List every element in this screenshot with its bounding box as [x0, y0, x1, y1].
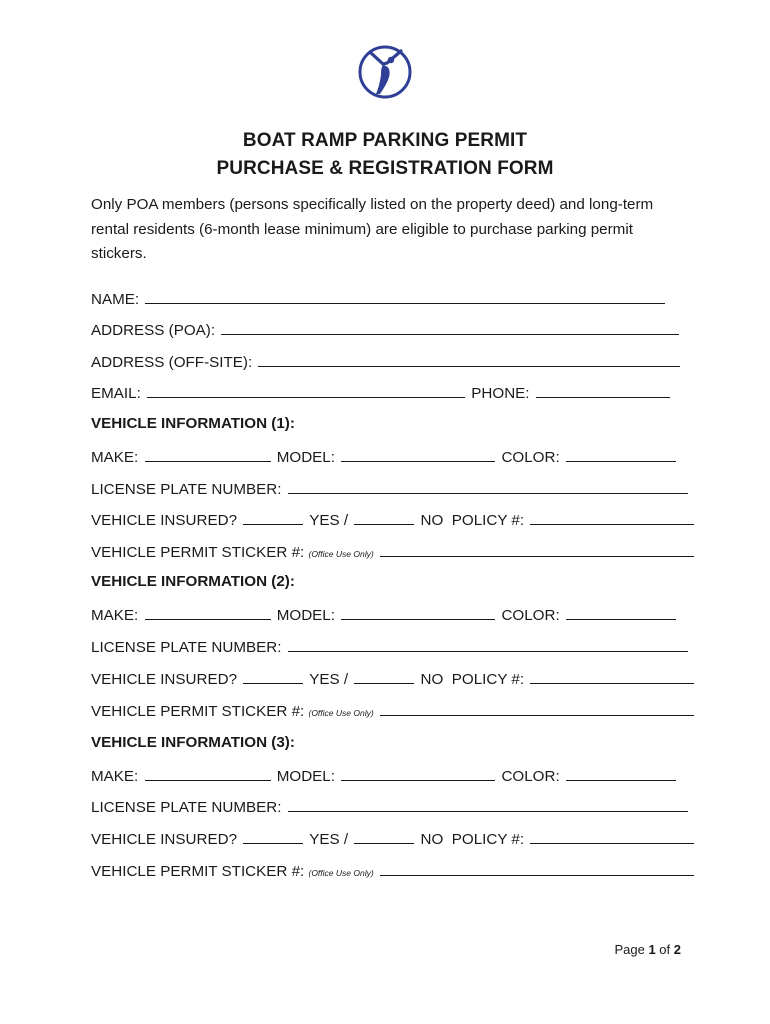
vehicle-2-color-field[interactable]: [566, 605, 676, 620]
name-label: NAME:: [91, 291, 140, 308]
model-label: MODEL:: [276, 607, 335, 624]
policy-label: POLICY #:: [451, 671, 525, 688]
vehicle-3-policy-field[interactable]: [530, 829, 694, 844]
vehicle-3-make-row: [91, 766, 678, 785]
vehicle-3-make-field[interactable]: [145, 766, 271, 781]
vehicle-1-license-field[interactable]: [288, 479, 688, 494]
no-label: NO: [420, 671, 444, 688]
no-label: NO: [420, 831, 444, 848]
vehicle-2-insured-row: [91, 669, 696, 688]
vehicle-2-make-row: [91, 605, 678, 624]
vehicle-1-yes-field[interactable]: [243, 510, 303, 525]
address-offsite-field[interactable]: [258, 352, 680, 367]
phone-field[interactable]: [536, 383, 670, 398]
color-label: COLOR:: [501, 607, 560, 624]
vehicle-3-model-field[interactable]: [341, 766, 495, 781]
license-label: LICENSE PLATE NUMBER:: [91, 481, 282, 498]
sticker-label: VEHICLE PERMIT STICKER #:: [91, 703, 305, 720]
policy-label: POLICY #:: [451, 831, 525, 848]
vehicle-1-sticker-row: [91, 542, 696, 561]
name-field[interactable]: [145, 289, 665, 304]
vehicle-2-yes-field[interactable]: [243, 669, 303, 684]
policy-label: POLICY #:: [451, 512, 525, 529]
vehicle-2-license-field[interactable]: [288, 637, 688, 652]
model-label: MODEL:: [276, 449, 335, 466]
vehicle-1-sticker-field[interactable]: [380, 542, 694, 557]
color-label: COLOR:: [501, 449, 560, 466]
yes-label: YES /: [309, 671, 349, 688]
vehicle-2-sticker-field[interactable]: [380, 701, 694, 716]
address-poa-label: ADDRESS (POA):: [91, 322, 216, 339]
insured-label: VEHICLE INSURED?: [91, 671, 238, 688]
vehicle-2-sticker-row: [91, 701, 696, 720]
sticker-label: VEHICLE PERMIT STICKER #:: [91, 863, 305, 880]
form-subtitle: PURCHASE & REGISTRATION FORM: [216, 158, 554, 179]
make-label: MAKE:: [91, 607, 139, 624]
vehicle-1-no-field[interactable]: [354, 510, 414, 525]
vehicle-3-sticker-row: [91, 861, 696, 880]
license-label: LICENSE PLATE NUMBER:: [91, 639, 282, 656]
vehicle-2-policy-field[interactable]: [530, 669, 694, 684]
vehicle-3-heading: VEHICLE INFORMATION (3):: [91, 734, 295, 751]
vehicle-1-model-field[interactable]: [341, 447, 495, 462]
vehicle-2-no-field[interactable]: [354, 669, 414, 684]
eligibility-note: Only POA members (persons specifically listed on the property deed) and long-term rental residents (6-month lease minimum) are eligible to purchase parking permit stickers.: [91, 196, 654, 262]
vehicle-1-make-field[interactable]: [145, 447, 271, 462]
address-poa-field[interactable]: [221, 320, 679, 335]
vehicle-3-license-field[interactable]: [288, 797, 688, 812]
vehicle-3-sticker-field[interactable]: [380, 861, 694, 876]
address-poa-row: [91, 320, 681, 339]
yes-label: YES /: [309, 831, 349, 848]
make-label: MAKE:: [91, 768, 139, 785]
email-phone-row: [91, 383, 672, 402]
email-field[interactable]: [147, 383, 465, 398]
current-page: 1: [648, 942, 656, 957]
vehicle-2-license-row: [91, 637, 690, 656]
insured-label: VEHICLE INSURED?: [91, 512, 238, 529]
office-use-note: (Office Use Only): [308, 549, 374, 559]
vehicle-3-color-field[interactable]: [566, 766, 676, 781]
page-prefix: Page: [614, 942, 645, 957]
license-label: LICENSE PLATE NUMBER:: [91, 799, 282, 816]
total-pages: 2: [673, 942, 681, 957]
insured-label: VEHICLE INSURED?: [91, 831, 238, 848]
page-number: [614, 942, 681, 957]
vehicle-3-insured-row: [91, 829, 696, 848]
office-use-note: (Office Use Only): [308, 868, 374, 878]
vehicle-2-make-field[interactable]: [145, 605, 271, 620]
yes-label: YES /: [309, 512, 349, 529]
vehicle-3-license-row: [91, 797, 690, 816]
sticker-label: VEHICLE PERMIT STICKER #:: [91, 544, 305, 561]
vehicle-2-heading: VEHICLE INFORMATION (2):: [91, 573, 295, 590]
vehicle-1-policy-field[interactable]: [530, 510, 694, 525]
vehicle-1-insured-row: [91, 510, 696, 529]
email-label: EMAIL:: [91, 385, 141, 402]
vehicle-1-heading: VEHICLE INFORMATION (1):: [91, 415, 295, 432]
office-use-note: (Office Use Only): [308, 708, 374, 718]
vehicle-1-make-row: [91, 447, 678, 466]
address-offsite-row: [91, 352, 682, 371]
vehicle-1-color-field[interactable]: [566, 447, 676, 462]
vehicle-2-model-field[interactable]: [341, 605, 495, 620]
page-of: of: [659, 942, 671, 957]
figure-in-circle-logo: [357, 44, 413, 100]
form-title: BOAT RAMP PARKING PERMIT: [242, 130, 528, 151]
make-label: MAKE:: [91, 449, 139, 466]
vehicle-3-no-field[interactable]: [354, 829, 414, 844]
no-label: NO: [420, 512, 444, 529]
vehicle-3-yes-field[interactable]: [243, 829, 303, 844]
name-row: [91, 289, 667, 308]
phone-label: PHONE:: [471, 385, 530, 402]
address-offsite-label: ADDRESS (OFF-SITE):: [91, 354, 253, 371]
model-label: MODEL:: [276, 768, 335, 785]
vehicle-1-license-row: [91, 479, 690, 498]
color-label: COLOR:: [501, 768, 560, 785]
